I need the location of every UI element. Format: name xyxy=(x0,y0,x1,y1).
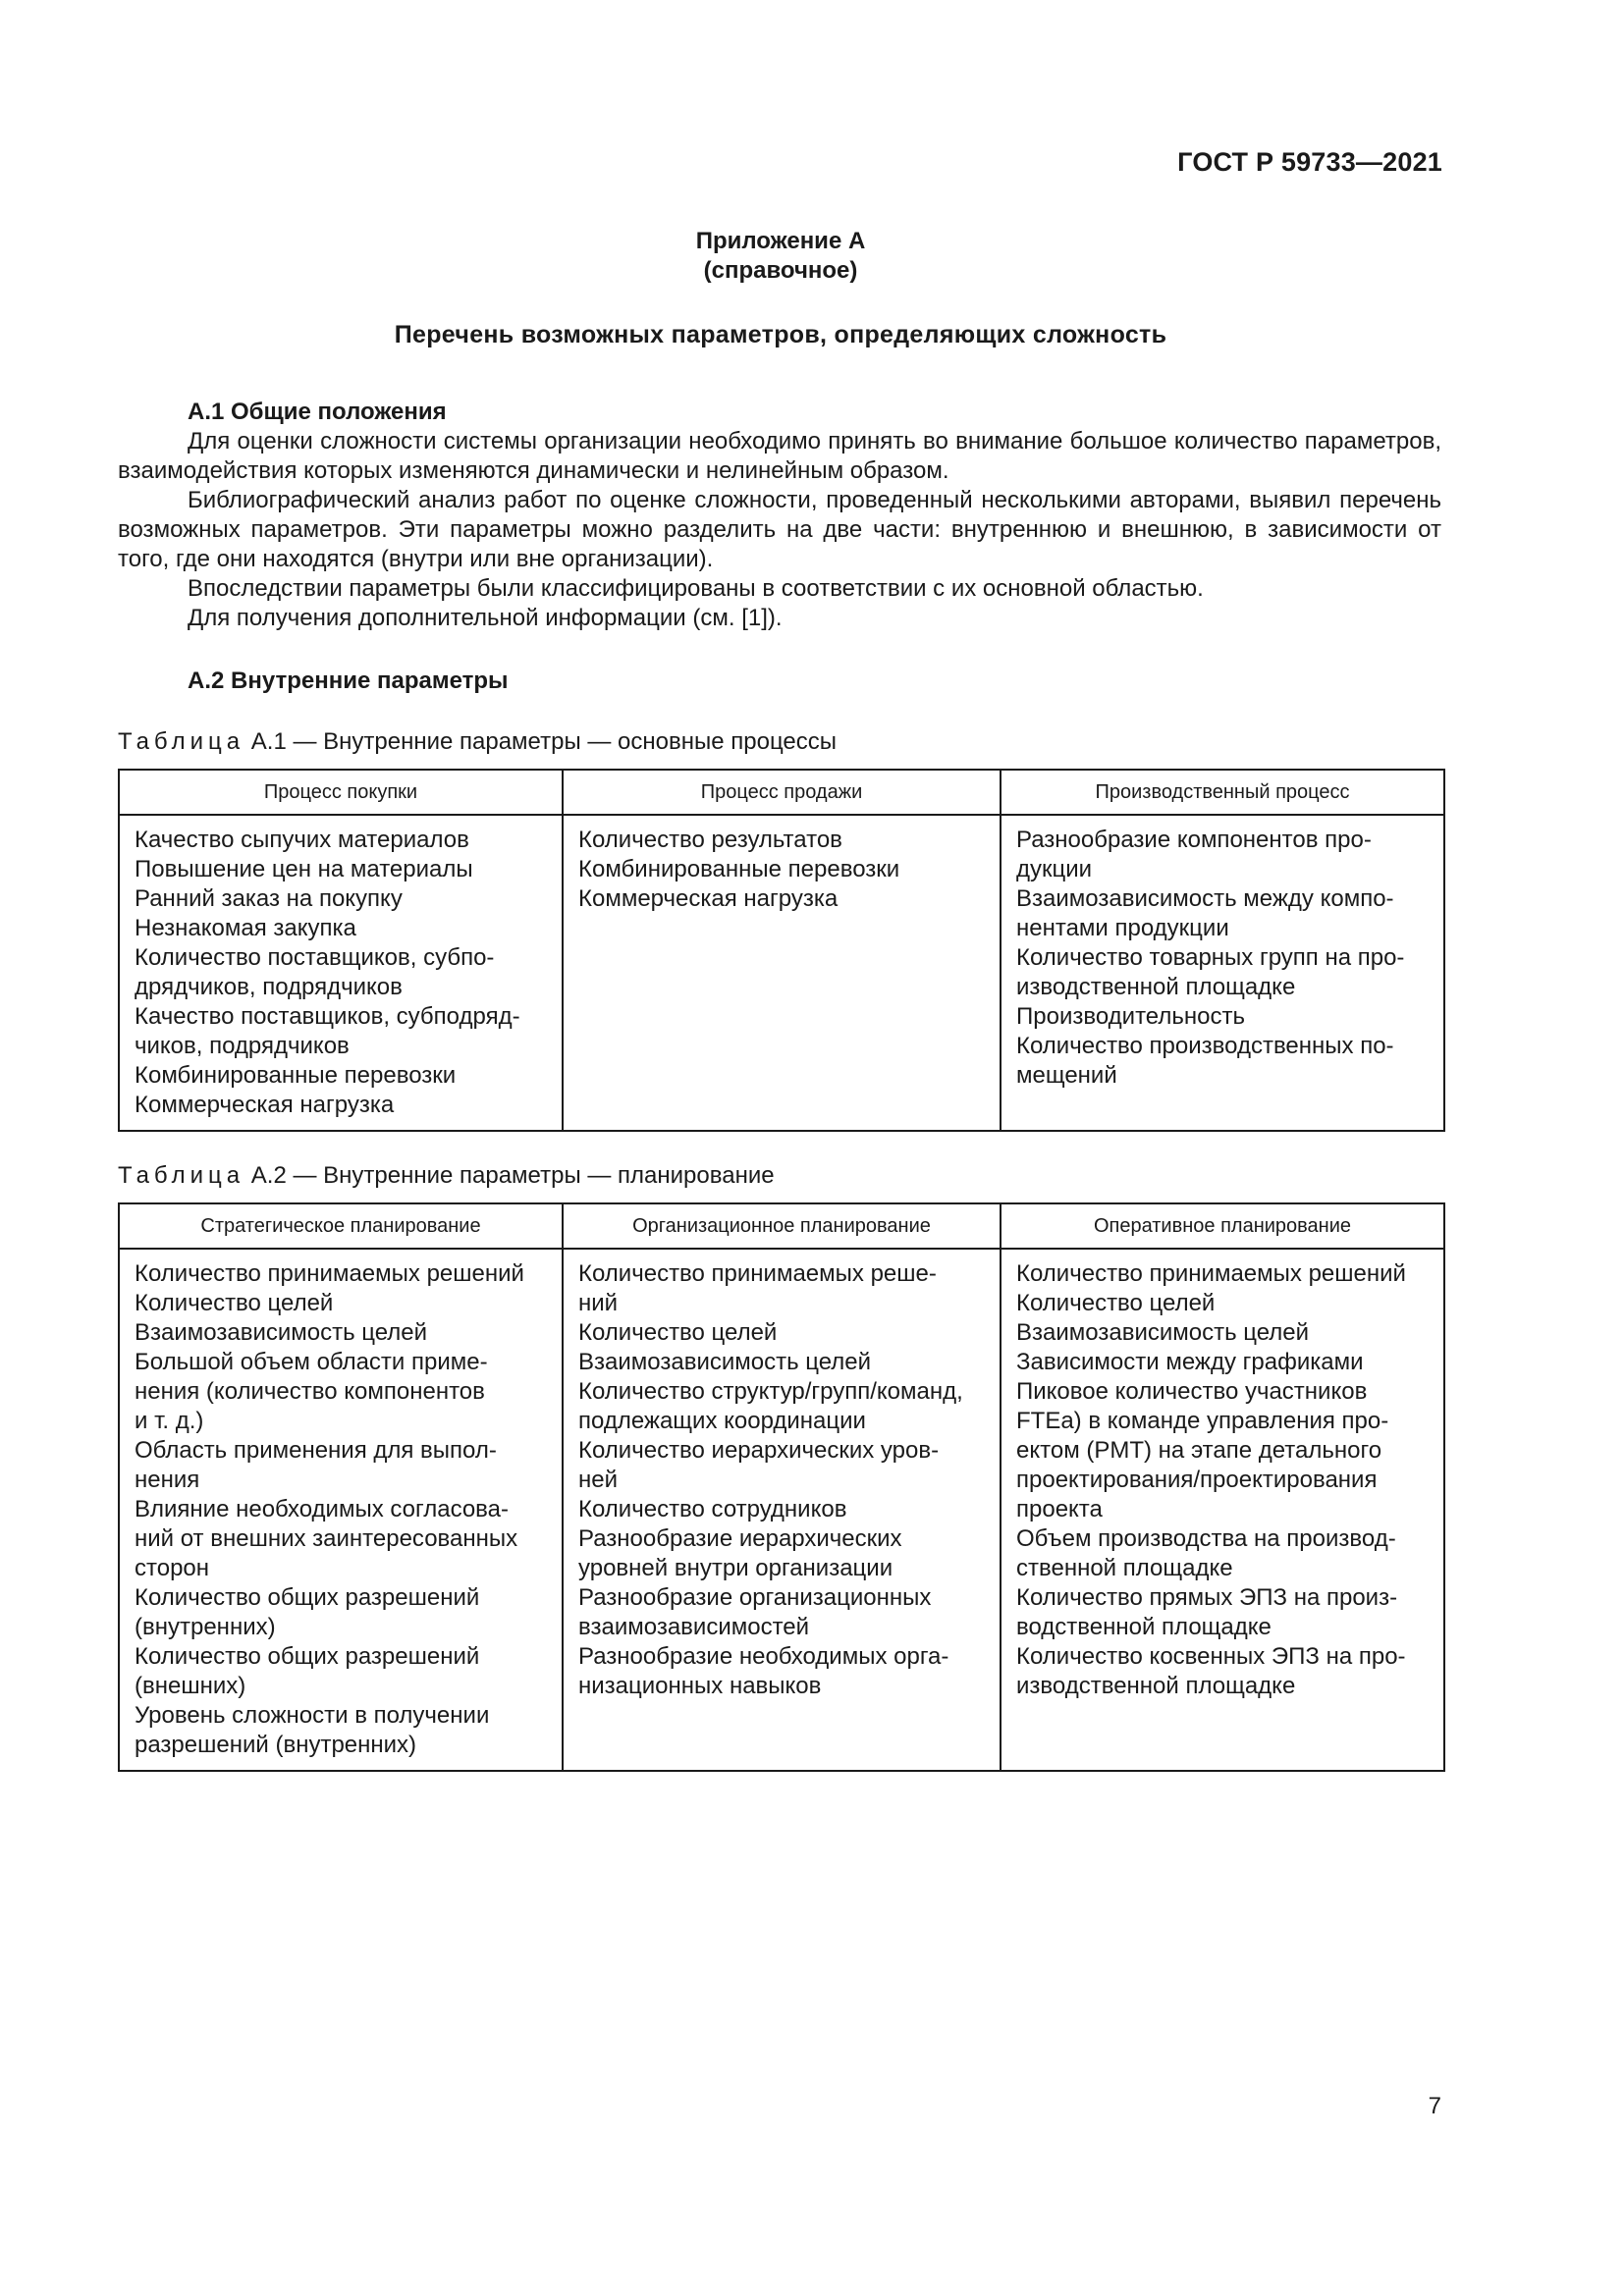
table-header-row xyxy=(119,1203,1444,1249)
table-row xyxy=(119,815,1444,1131)
cell-line: Ранний заказ на покупку xyxy=(135,885,403,912)
table-caption-word: Таблица xyxy=(118,1162,245,1189)
cell-line: ней xyxy=(578,1467,619,1493)
cell-line: Уровень сложности в получении xyxy=(135,1702,490,1729)
cell-line: Взаимозависимость целей xyxy=(135,1319,428,1346)
cell-line: Количество общих разрешений xyxy=(135,1584,480,1611)
cell-line: нения (количество компонентов xyxy=(135,1378,485,1405)
column-header: Производственный процесс xyxy=(1001,770,1444,815)
cell-line: нения xyxy=(135,1467,200,1493)
cell-line: Влияние необходимых согласова- xyxy=(135,1496,509,1522)
section-a2-heading: А.2 Внутренние параметры xyxy=(188,667,509,694)
cell-line: ектом (PMT) на этапе детального xyxy=(1016,1437,1382,1464)
cell-line: ственной площадке xyxy=(1016,1555,1233,1581)
cell-line: Количество результатов xyxy=(578,827,842,853)
table-header-row xyxy=(119,770,1444,815)
cell-line: Количество целей xyxy=(578,1319,778,1346)
cell-line: Комбинированные перевозки xyxy=(135,1062,457,1089)
cell-line: Количество принимаемых решений xyxy=(135,1260,524,1287)
page-number: 7 xyxy=(1428,2093,1441,2119)
table-cell xyxy=(119,1249,563,1771)
cell-line: Разнообразие необходимых орга- xyxy=(578,1643,949,1670)
cell-line: чиков, подрядчиков xyxy=(135,1033,350,1059)
cell-line: Количество поставщиков, субпо- xyxy=(135,944,495,971)
cell-line: Коммерческая нагрузка xyxy=(578,885,839,912)
cell-line: Количество товарных групп на про- xyxy=(1016,944,1405,971)
cell-line: Взаимозависимость целей xyxy=(578,1349,872,1375)
cell-line: Зависимости между графиками xyxy=(1016,1349,1364,1375)
paragraph: Библиографический анализ работ по оценке сложности, проведенный несколькими авторами, выявил перечень возможных параметров. Эти параметры можно разделить на две части: внутреннюю и внешнюю, в зависимости от того, где они находятся (внутри или вне организации). xyxy=(118,487,1441,572)
cell-line: Количество структур/групп/команд, xyxy=(578,1378,963,1405)
appendix-heading: Перечень возможных параметров, определяющих сложность xyxy=(394,321,1167,348)
cell-line: разрешений (внутренних) xyxy=(135,1732,417,1758)
cell-line: Объем производства на производ- xyxy=(1016,1525,1396,1552)
table-caption-text: А.1 — Внутренние параметры — основные процессы xyxy=(250,728,838,755)
table-cell xyxy=(1001,1249,1444,1771)
cell-line: Взаимозависимость целей xyxy=(1016,1319,1310,1346)
cell-line: Количество иерархических уров- xyxy=(578,1437,940,1464)
cell-line: Количество прямых ЭПЗ на произ- xyxy=(1016,1584,1398,1611)
cell-line: дрядчиков, подрядчиков xyxy=(135,974,403,1000)
cell-line: FTEa) в команде управления про- xyxy=(1016,1408,1389,1434)
cell-line: Повышение цен на материалы xyxy=(135,856,473,882)
column-header: Процесс покупки xyxy=(119,770,563,815)
cell-line: взаимозависимостей xyxy=(578,1614,810,1640)
cell-line: Разнообразие иерархических xyxy=(578,1525,902,1552)
cell-line: низационных навыков xyxy=(578,1673,822,1699)
cell-line: проектирования/проектирования xyxy=(1016,1467,1378,1493)
cell-line: Взаимозависимость между компо- xyxy=(1016,885,1394,912)
cell-line: Разнообразие организационных xyxy=(578,1584,932,1611)
cell-line: Количество производственных по- xyxy=(1016,1033,1394,1059)
table-cell xyxy=(563,1249,1001,1771)
cell-line: Коммерческая нагрузка xyxy=(135,1092,395,1118)
cell-line: (внутренних) xyxy=(135,1614,276,1640)
cell-line: ний от внешних заинтересованных xyxy=(135,1525,518,1552)
section-a1-heading: А.1 Общие положения xyxy=(188,399,447,425)
table-cell xyxy=(119,815,563,1131)
column-header: Организационное планирование xyxy=(563,1203,1001,1249)
paragraph: Для оценки сложности системы организации необходимо принять во внимание большое количество параметров, взаимодействия которых изменяются динамически и нелинейным образом. xyxy=(118,428,1441,484)
cell-line: мещений xyxy=(1016,1062,1117,1089)
section-a2 xyxy=(118,667,1441,696)
cell-line: Количество сотрудников xyxy=(578,1496,847,1522)
cell-line: Пиковое количество участников xyxy=(1016,1378,1368,1405)
cell-line: Комбинированные перевозки xyxy=(578,856,900,882)
cell-line: Большой объем области приме- xyxy=(135,1349,488,1375)
cell-line: Количество принимаемых решений xyxy=(1016,1260,1406,1287)
table-a1-caption xyxy=(118,728,837,756)
cell-line: проекта xyxy=(1016,1496,1103,1522)
table-caption-text: А.2 — Внутренние параметры — планирование xyxy=(250,1162,775,1189)
table-caption-word: Таблица xyxy=(118,728,245,755)
table-a2-caption xyxy=(118,1162,775,1190)
cell-line: Количество косвенных ЭПЗ на про- xyxy=(1016,1643,1406,1670)
appendix-subtitle: (справочное) xyxy=(703,257,858,284)
document-code: ГОСТ Р 59733—2021 xyxy=(1177,147,1442,177)
cell-line: (внешних) xyxy=(135,1673,246,1699)
column-header: Стратегическое планирование xyxy=(119,1203,563,1249)
cell-line: и т. д.) xyxy=(135,1408,204,1434)
cell-line: Область применения для выпол- xyxy=(135,1437,497,1464)
table-a1 xyxy=(118,769,1445,1132)
cell-line: Количество целей xyxy=(135,1290,334,1316)
cell-line: ний xyxy=(578,1290,619,1316)
cell-line: Количество целей xyxy=(1016,1290,1216,1316)
cell-line: водственной площадке xyxy=(1016,1614,1272,1640)
cell-line: нентами продукции xyxy=(1016,915,1229,941)
table-cell xyxy=(1001,815,1444,1131)
cell-line: сторон xyxy=(135,1555,210,1581)
appendix-title: Приложение А xyxy=(695,228,866,254)
column-header: Процесс продажи xyxy=(563,770,1001,815)
cell-line: подлежащих координации xyxy=(578,1408,866,1434)
section-a1 xyxy=(118,398,1441,633)
cell-line: изводственной площадке xyxy=(1016,1673,1296,1699)
table-row xyxy=(119,1249,1444,1771)
cell-line: изводственной площадке xyxy=(1016,974,1296,1000)
cell-line: Качество поставщиков, субподряд- xyxy=(135,1003,520,1030)
cell-line: дукции xyxy=(1016,856,1093,882)
table-a2 xyxy=(118,1202,1445,1772)
cell-line: Количество принимаемых реше- xyxy=(578,1260,937,1287)
cell-line: Качество сыпучих материалов xyxy=(135,827,469,853)
cell-line: Количество общих разрешений xyxy=(135,1643,480,1670)
cell-line: уровней внутри организации xyxy=(578,1555,893,1581)
cell-line: Незнакомая закупка xyxy=(135,915,356,941)
paragraph: Для получения дополнительной информации (см. [1]). xyxy=(188,605,783,631)
cell-line: Разнообразие компонентов про- xyxy=(1016,827,1372,853)
paragraph: Впоследствии параметры были классифицированы в соответствии с их основной областью. xyxy=(188,575,1204,602)
cell-line: Производительность xyxy=(1016,1003,1245,1030)
column-header: Оперативное планирование xyxy=(1001,1203,1444,1249)
table-cell xyxy=(563,815,1001,1131)
